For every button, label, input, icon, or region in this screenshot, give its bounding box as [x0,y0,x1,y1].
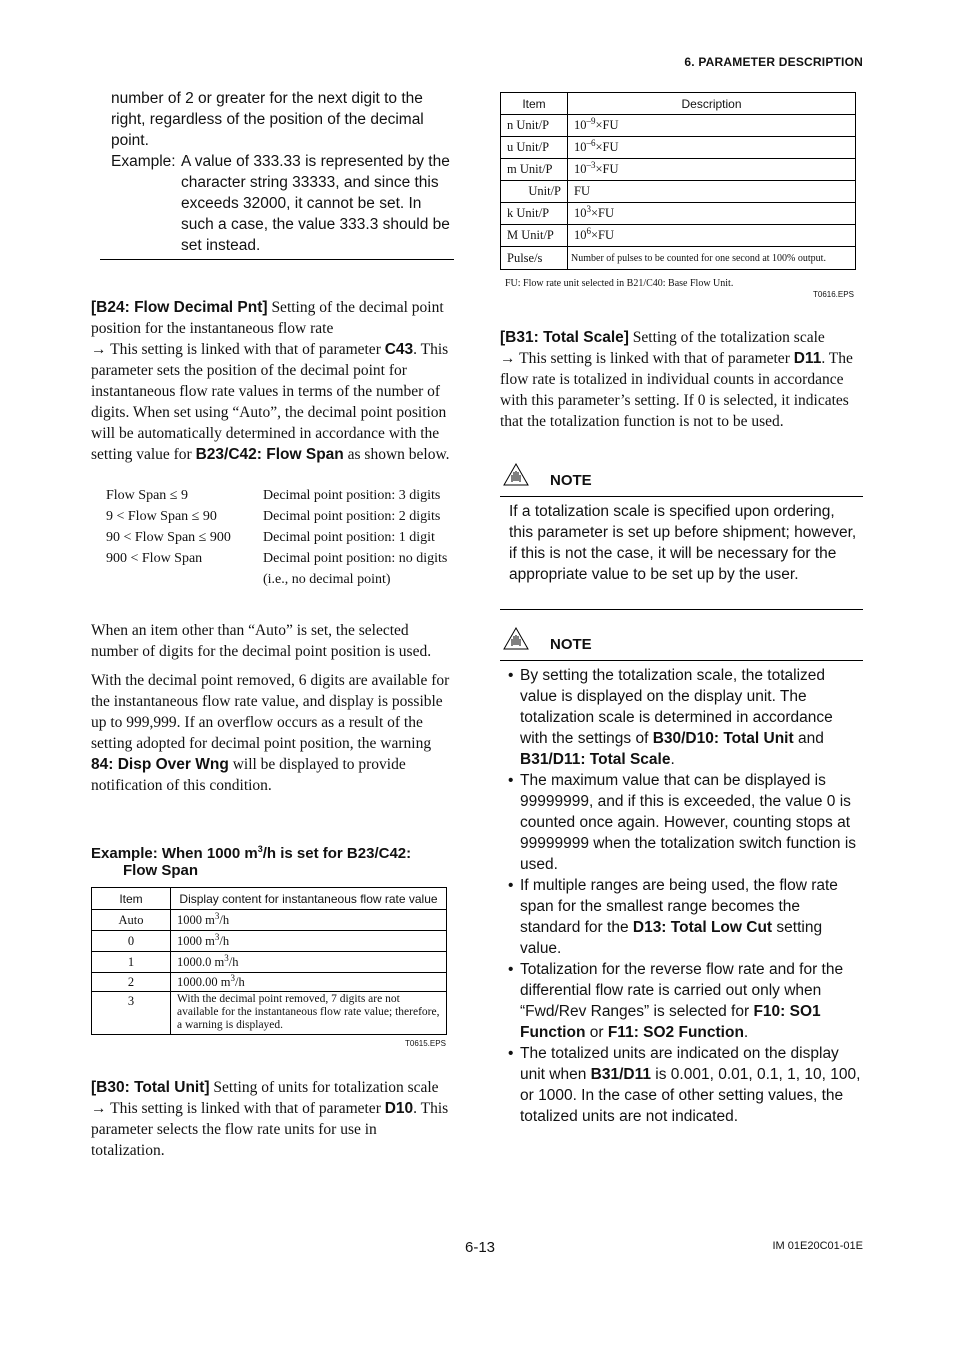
rule-result: Decimal point position: no digits (i.e., no decimal point) [263,551,448,587]
row-desc: $10^{-3}\times FU$ [568,159,856,181]
b24-section [91,297,453,465]
table-row [501,181,856,203]
note-label: NOTE [550,472,592,489]
table-row [92,992,447,1035]
table-row [92,973,447,992]
b24-p3b: will be displayed to provide notification of this condition. [91,756,406,794]
row-desc: $10^{-6}\times FU$ [568,137,856,159]
rule-result: Decimal point position: 2 digits [263,509,441,524]
table-row [501,203,856,225]
table-row [92,952,447,973]
row-item: Auto [92,910,171,931]
rule-row [106,485,456,506]
b24-para2: When an item other than “Auto” is set, the selected number of digits for the decimal point position is used. [91,622,432,660]
b24-body: . This parameter sets the position of the decimal point for instantaneous flow rate values in terms of the number of digits. When set using “Auto”, the decimal point position will be automatically determined in accordance with the setting value for [91,341,449,463]
example-heading-c: Flow Span [123,862,198,879]
b24-title-rest: Setting of the decimal point position for the instantaneous flow rate [91,299,444,337]
hand-icon [503,626,529,650]
table-row [501,115,856,137]
b24-linked: C43 [384,341,414,358]
col-display-header: Display content for instantaneous flow rate value [171,888,447,910]
row-desc: Number of pulses to be counted for one second at 100% output. [568,247,856,270]
rule-row [106,506,456,527]
b24-ref: B23/C42: Flow Span [195,446,344,463]
b31-body: . The flow rate is totalized in individual counts in accordance with this parameter’s setting. If 0 is selected, it indicates that the totalization function is not to be used. [500,350,853,430]
table-row [92,931,447,952]
b30-body: . This parameter selects the flow rate units for use in totalization. [91,1100,449,1159]
rule-row [106,548,456,590]
example-heading-b: /h is set for B23/C42: [262,845,412,862]
row-item: Pulse/s [501,247,568,270]
row-item: 3 [92,992,171,1035]
example-label: Example: [111,153,176,170]
table-header-row [501,93,856,115]
example-text: A value of 333.33 is represented by the character string 33333, and since this exceeds 32000, it cannot be set. In such a case, the value 333.3 should be set instead. [181,153,450,254]
table-row [501,247,856,270]
rule-result: Decimal point position: 3 digits [263,488,441,503]
doc-id: IM 01E20C01-01E [772,1240,863,1252]
row-item: Unit/P [501,181,568,203]
intro-example [111,151,456,256]
note-top-rule [500,496,863,497]
b30-linked: D10 [384,1100,414,1117]
b30-section [91,1077,453,1161]
rule-cond: 90 < Flow Span ≤ 900 [106,530,231,545]
row-item: 1 [92,952,171,973]
table-header-row [92,888,447,910]
b31-title: [B31: Total Scale] [500,329,629,346]
row-item: k Unit/P [501,203,568,225]
row-item: n Unit/P [501,115,568,137]
b24-p3a: With the decimal point removed, 6 digits are available for the instantaneous flow rate value, and display is possible up to 999,999. If an overflow occurs as a result of the setting adopted for decimal point position, the warning [91,672,450,752]
row-value: With the decimal point removed, 7 digits are not available for the instantaneous flow rate value; therefore, a warning is displayed. [171,992,447,1035]
list-item: • If multiple ranges are being used, the flow rate span for the smallest range becomes the standard for the D13: Total Low Cut setting value. [508,875,864,959]
col-desc-header: Description [568,93,856,115]
table-row [501,225,856,247]
b31-title-rest: Setting of the totalization scale [628,329,825,346]
unit-table [500,92,856,270]
row-desc: FU [568,181,856,203]
table-code: T0615.EPS [405,1039,446,1048]
example-heading-a: Example: When 1000 m [91,845,258,862]
note-label: NOTE [550,636,592,653]
rule-row [106,527,456,548]
note-bottom-rule [500,609,863,610]
list-item: • By setting the totalization scale, the totalized value is displayed on the display unit. The totalization scale is determined in accordance with the settings of B30/D10: Total Unit and B31/D11: Total Scale. [508,665,864,770]
page-number: 6-13 [465,1239,496,1256]
b24-para3 [91,670,455,796]
example-heading-sup: 3 [257,844,263,854]
row-desc: $10^{-9}\times FU$ [568,115,856,137]
b31-section [500,327,862,432]
table-row [501,137,856,159]
rule-cond: 9 < Flow Span ≤ 90 [106,509,217,524]
intro-line: number of 2 or greater for the next digit to the right, regardless of the position of the decimal point. [111,90,424,149]
row-desc: $10^6\times FU$ [568,225,856,247]
decimal-rules [106,485,456,590]
rule-result: Decimal point position: 1 digit [263,530,435,545]
unit-table-footnote: FU: Flow rate unit selected in B21/C40: Base Flow Unit. [505,278,734,289]
b24-body-end: as shown below. [343,446,450,463]
list-item: • The totalized units are indicated on the display unit when B31/D11 is 0.001, 0.01, 0.1, 1, 10, 100, or 1000. In the case of other setting values, the totalized units are not indicated. [508,1043,864,1127]
table-row [92,910,447,931]
col-item-header: Item [501,93,568,115]
row-item: M Unit/P [501,225,568,247]
col-item-header: Item [92,888,171,910]
intro-text [111,88,456,256]
row-item: u Unit/P [501,137,568,159]
row-value: 1000.00 $m^3/h$ [171,973,447,992]
note-bullets [508,665,864,1127]
example-heading [91,845,411,879]
b24-title: [B24: Flow Decimal Pnt] [91,299,268,316]
b30-title-rest: Setting of units for totalization scale [209,1079,439,1096]
row-item: 2 [92,973,171,992]
b31-linked: D11 [793,350,822,367]
row-item: 0 [92,931,171,952]
row-desc: $10^3\times FU$ [568,203,856,225]
rule-cond: 900 < Flow Span [106,551,203,566]
table-row [501,159,856,181]
row-value: 1000 $m^3/h$ [171,910,447,931]
b24-arrow: → This setting is linked with that of parameter [91,341,385,358]
row-item: m Unit/P [501,159,568,181]
note-text: If a totalization scale is specified upon ordering, this parameter is set up before shipment; however, if this is not the case, it will be necessary for the appropriate value to be set up by the user. [509,503,857,583]
hand-icon [503,462,529,486]
section-divider [100,259,454,260]
b31-arrow: → This setting is linked with that of parameter [500,350,794,367]
b30-arrow: → This setting is linked with that of parameter [91,1100,385,1117]
b30-title: [B30: Total Unit] [91,1079,210,1096]
list-item: • The maximum value that can be displayed is 99999999, and if this is exceeded, the value 0 is counted once again. However, counting stops at 99999999 when the totalization switch function is used. [508,770,864,875]
row-value: 1000.0 $m^3/h$ [171,952,447,973]
note-top-rule [500,660,863,661]
rule-cond: Flow Span ≤ 9 [106,488,188,503]
row-value: 1000 $m^3/h$ [171,931,447,952]
b24-p3-ref: 84: Disp Over Wng [91,756,229,773]
unit-table-code: T0616.EPS [813,290,854,299]
section-header: 6. PARAMETER DESCRIPTION [684,55,863,69]
example-table [91,887,447,1035]
list-item: • Totalization for the reverse flow rate and for the differential flow rate is carried out only when “Fwd/Rev Ranges” is selected for F10: SO1 Function or F11: SO2 Function. [508,959,864,1043]
